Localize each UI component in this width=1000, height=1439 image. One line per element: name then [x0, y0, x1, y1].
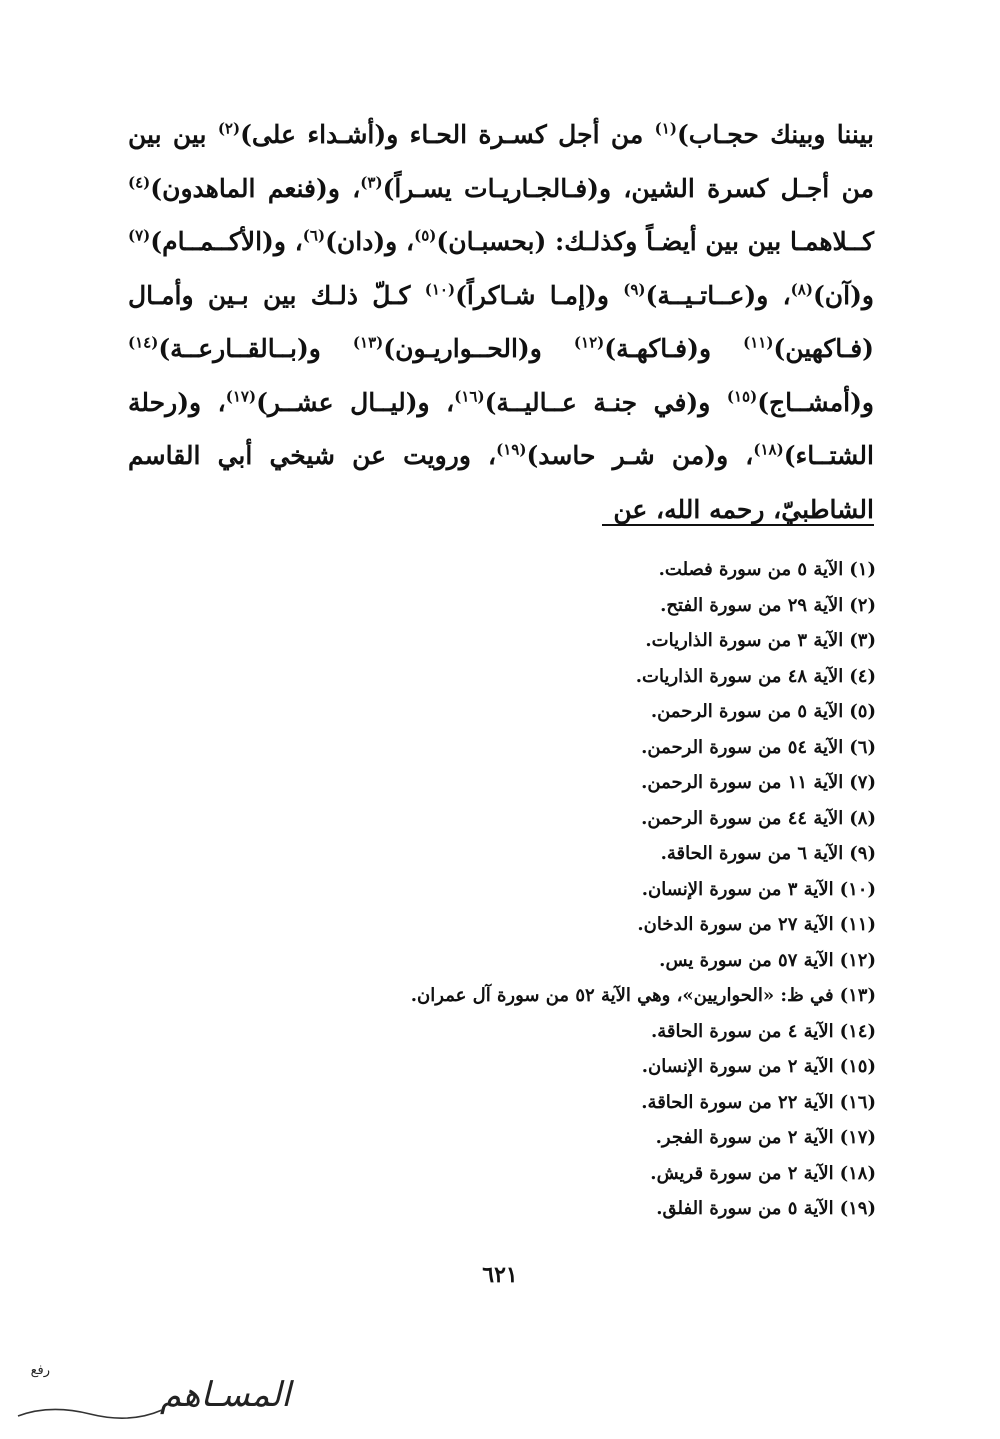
footnote-text: الآية ٢٢ من سورة الحاقة.: [641, 1091, 834, 1113]
footnote-item: [300, 1156, 876, 1192]
footnote-number: (٧): [849, 772, 876, 793]
main-text-segment: و(في جنـة: [593, 387, 727, 417]
footnote-number: (١٥): [839, 1056, 876, 1077]
main-text-segment: ، و(رحلة الشتــاء): [128, 387, 874, 470]
footnote-number: (١٦): [839, 1091, 876, 1113]
footnote-reference-number: ٣: [367, 173, 376, 192]
footnote-text: في ظ: «الحواريين»، وهي الآية ٥٢ من سورة آل عمران.: [410, 985, 834, 1006]
footnote-number: (٨): [849, 807, 876, 829]
footnote-number: (٩): [849, 843, 876, 864]
footnote-reference-number: ٩: [630, 280, 639, 299]
footnote-item: [300, 588, 876, 624]
footnote-reference-number: ١٨: [760, 440, 777, 459]
footnote-number: (١٨): [839, 1162, 876, 1184]
footnote-reference: (١١): [743, 333, 774, 352]
main-text-segment: ،: [406, 227, 415, 256]
footnote-number: (٢): [849, 594, 876, 616]
footnote-text: الآية ٥٤ من سورة الرحمن.: [641, 736, 844, 758]
footnote-item: [300, 907, 876, 943]
main-text-segment: بيننا وبينك حجـاب): [676, 120, 874, 149]
footnote-reference-number: ١٣: [360, 333, 377, 352]
main-text-segment: ، و(ليــال عشــر): [256, 387, 455, 417]
main-text-segment: شـاكراً): [455, 280, 536, 310]
logo-swash: [18, 1409, 162, 1418]
footnote-reference: (١٥): [726, 387, 758, 406]
footnote-item: [300, 659, 876, 695]
footnote-item: [300, 801, 876, 837]
footnote-number: (١٩): [839, 1198, 876, 1219]
footnote-number: (٣): [849, 630, 876, 651]
main-text-segment: و(الحــواريـون): [383, 334, 542, 363]
main-text-segment: ، ورويت عن شيخي أبي القاسم الشاطبيّ، رحمه الله، عن: [128, 441, 874, 524]
main-text-segment: ، و(فنعم: [267, 173, 361, 203]
footnote-reference-number: ٨: [797, 280, 806, 299]
footnote-item: [300, 1191, 876, 1227]
logo-text: المسـاهم: [160, 1375, 291, 1415]
footnote-reference: (٦): [302, 226, 326, 245]
footnote-item: [300, 1120, 876, 1156]
footnote-text: الآية ٣ من سورة الإنسان.: [641, 878, 834, 900]
footnote-number: (٤): [849, 665, 876, 687]
footnote-text: الآية ٢ من سورة الإنسان.: [641, 1056, 834, 1077]
footnote-text: الآية ٤٤ من سورة الرحمن.: [641, 807, 844, 829]
footnote-text: الآية ٥ من سورة الفلق.: [656, 1198, 834, 1219]
footnote-reference: (١٤): [128, 333, 159, 352]
footnote-item: [300, 1049, 876, 1085]
footnote-text: الآية ٦ من سورة الحاقة.: [660, 843, 844, 864]
footnote-reference-number: ٢: [224, 119, 233, 138]
footnote-text: الآية ٢٧ من سورة الدخان.: [637, 914, 834, 935]
footnote-reference: (١٠): [424, 280, 456, 299]
footnote-reference: (١٦): [454, 387, 485, 406]
footnote-separator: [602, 524, 874, 526]
main-text-segment: حاسد): [526, 441, 596, 470]
footnote-reference: (١٣): [352, 333, 384, 352]
footnote-item: [300, 552, 876, 588]
page-number: ٦٢١: [482, 1262, 518, 1288]
footnote-item: [300, 978, 876, 1014]
footnote-item: [300, 1085, 876, 1121]
main-text-segment: و(دان): [325, 227, 398, 256]
main-text-segment: الماهدون): [150, 173, 256, 203]
footnote-reference: (١): [654, 119, 677, 138]
footnote-reference: (٤): [128, 173, 151, 192]
footnote-reference: (١٩): [496, 440, 527, 459]
footnote-reference-number: ١٧: [232, 387, 249, 406]
footnote-text: الآية ٥ من سورة فصلت.: [658, 559, 844, 580]
footnote-number: (٥): [849, 701, 876, 722]
footnote-text: الآية ٢٩ من سورة الفتح.: [660, 594, 844, 616]
footnote-reference: (١٢): [573, 333, 605, 352]
footnote-reference-number: ١٥: [733, 387, 751, 406]
footnote-reference: (٥): [414, 226, 437, 245]
footnote-item: [300, 765, 876, 801]
footnote-number: (١١): [839, 914, 876, 935]
main-text-segment: كــلاهمـا بين بين أيضـاً وكذلـك: (بحسبـان): [436, 227, 874, 256]
footnote-reference-number: ١٤: [135, 333, 152, 352]
footnote-text: الآية ٢ من سورة الفجر.: [655, 1127, 834, 1148]
main-text-segment: بين بين من أجـل كسرة الشين، و(فـالجـاريـات يسـراً): [128, 120, 874, 203]
footnote-reference-number: ١٠: [431, 280, 448, 299]
footnote-text: الآية ٥٧ من سورة يس.: [659, 949, 834, 971]
footnote-text: الآية ١١ من سورة الرحمن.: [641, 772, 844, 793]
footnote-number: (١٣): [839, 985, 876, 1006]
footnote-text: الآية ٢ من سورة قريش.: [650, 1162, 834, 1184]
footnote-reference-number: ١٦: [461, 387, 478, 406]
footnote-reference-number: ١٩: [503, 440, 520, 459]
footnote-number: (١٧): [839, 1127, 876, 1148]
footnote-number: (١٤): [839, 1020, 876, 1042]
publisher-logo: [10, 1356, 291, 1426]
footnote-reference: (٩): [623, 280, 646, 299]
footnote-text: الآية ٤ من سورة الحاقة.: [650, 1020, 834, 1042]
footnote-text: الآية ٣ من سورة الذاريات.: [645, 630, 844, 651]
main-text-segment: كـلّ ذلـك بين بـين وأمـال (فـاكهين): [128, 280, 874, 363]
footnote-text: الآية ٤٨ من سورة الذاريات.: [635, 665, 844, 687]
main-text-segment: و(بــالقــارعــة): [158, 334, 353, 363]
footnote-item: [300, 1014, 876, 1050]
footnote-number: (٦): [849, 736, 876, 758]
footnote-reference-number: ١: [661, 119, 670, 138]
main-text-segment: عــاليــة): [484, 387, 577, 417]
footnote-reference-number: ٦: [309, 226, 318, 245]
main-text-segment: و(إمـا: [549, 280, 624, 310]
footnote-item: [300, 694, 876, 730]
footnote-number: (١): [849, 559, 876, 580]
footnote-reference-number: ١٢: [581, 333, 598, 352]
main-text-segment: و(فـاكهـة): [604, 334, 744, 363]
main-text-segment: و(أمشــاج): [757, 387, 874, 417]
footnote-reference: (٣): [360, 173, 383, 192]
main-text-segment: و(آن): [812, 280, 874, 310]
main-text: [128, 108, 874, 536]
footnote-text: الآية ٥ من سورة الرحمن.: [650, 701, 844, 722]
footnote-reference: (١٧): [225, 387, 257, 406]
main-text-segment: ، و(عــاتـيــة): [645, 280, 791, 310]
main-text-segment: ، و(الأكــمــام): [150, 227, 303, 256]
footnotes-list: [300, 552, 876, 1227]
footnote-item: [300, 623, 876, 659]
footnote-reference: (٢): [217, 119, 241, 138]
footnote-number: (١٢): [839, 949, 876, 971]
footnote-item: [300, 943, 876, 979]
main-text-segment: من أجل كسـرة الحـاء و(أشـداء على): [240, 120, 655, 149]
footnote-item: [300, 730, 876, 766]
footnote-reference: (١٨): [753, 440, 784, 459]
footnote-item: [300, 836, 876, 872]
footnote-reference-number: ٧: [135, 226, 144, 245]
footnote-item: [300, 872, 876, 908]
main-text-segment: ، و(من شـر: [612, 441, 754, 470]
footnote-reference-number: ٥: [421, 226, 430, 245]
footnote-reference-number: ١١: [750, 333, 767, 352]
footnote-reference-number: ٤: [135, 173, 144, 192]
footnote-number: (١٠): [839, 878, 876, 900]
footnote-reference: (٨): [790, 280, 813, 299]
footnote-reference: (٧): [128, 226, 151, 245]
logo-small-text: رفع: [30, 1363, 50, 1378]
